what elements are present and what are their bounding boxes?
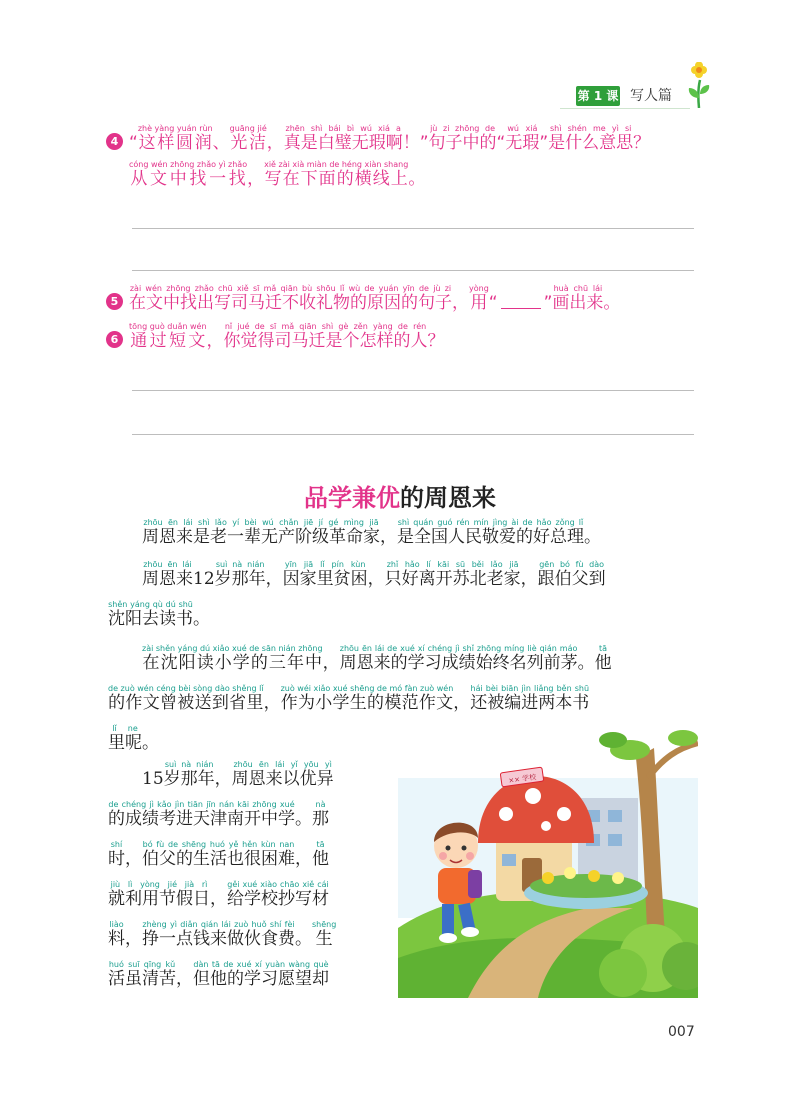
ruby-word [552,284,603,313]
hanzi-text: 生 [312,929,337,949]
pinyin-text: gēn bó fù dào [537,560,606,569]
ruby-word [232,760,334,789]
pinyin-text: tōng guò duǎn wén [129,322,207,331]
ruby-word [224,322,428,351]
pinyin-text: shěn yáng qù dú shū [108,600,193,609]
ruby-word [108,800,295,829]
ruby-word [108,840,125,869]
pinyin-text: jù zi zhōng de [428,124,497,133]
punctuation-text: ， [265,569,283,589]
school-boy-illustration [398,718,698,998]
punctuation-text: 。 [142,733,159,753]
pinyin-text: gěi xué xiào chāo xiě cái [227,880,329,889]
ruby-word [312,840,329,869]
pinyin-text: shēng [312,920,337,929]
ruby-word [470,684,589,713]
ruby-word [340,644,578,673]
paragraph-line [142,560,606,589]
pinyin-text: yòng [469,284,489,293]
punctuation-text: ， [295,849,312,869]
pinyin-text: tā [594,644,612,653]
hanzi-text: 句子中的 [428,133,497,153]
ruby-word [108,920,125,949]
paragraph-line [108,960,329,989]
hanzi-text: 在沈阳读小学的三年中 [142,653,323,673]
ruby-word [142,644,323,673]
ruby-word [129,160,247,189]
punctuation-text: ” [539,133,549,153]
punctuation-text: ” [543,293,553,313]
school-sign: ×× 学校 [507,773,537,785]
punctuation-text: ， [210,889,227,909]
underline-blank [501,308,541,309]
question-4 [106,124,650,153]
punctuation-text: “ [129,133,138,153]
ruby-word [227,880,329,909]
punctuation-text: ， [453,693,471,713]
header-rule [560,108,690,109]
punctuation-text: ， [176,969,193,989]
answer-line[interactable] [132,228,694,229]
punctuation-text: ， [266,133,284,153]
punctuation-text: 15 [142,769,164,789]
ruby-word [129,284,452,313]
article-title [0,478,800,513]
ruby-word [429,124,497,153]
paragraph-line [108,600,210,629]
ruby-word [142,560,193,589]
hanzi-text: 通过短文 [129,331,207,351]
punctuation-text: 。 [408,169,426,189]
pinyin-text: bó fù de shēng huó yě hěn kùn nan [142,840,295,849]
pinyin-text: shì shén me yì si [548,124,634,133]
hanzi-text: 画出来 [552,293,604,313]
punctuation-text: “ [496,133,506,153]
hanzi-text: 周恩来的学习成绩始终名列前茅 [339,653,578,673]
pinyin-text: zài shěn yáng dú xiǎo xué de sān nián zhōng [142,644,323,653]
lesson-category: 写人篇 [630,88,672,104]
paragraph-line [142,760,334,789]
pinyin-text: liào [108,920,125,929]
question-number-spacer [106,169,123,186]
paragraph-line [108,880,329,909]
hanzi-text: 无瑕 [505,133,540,153]
punctuation-text: 。 [295,809,312,829]
hanzi-text: 写在下面的横线上 [264,169,409,189]
pinyin-text: shí [108,840,125,849]
pinyin-text: zhèng yì diǎn qián lái zuò huǒ shí fèi [142,920,295,929]
punctuation-text: ， [125,849,142,869]
ruby-word [281,684,454,713]
pinyin-text: zhēn shì bái bì wú xiá a [283,124,403,133]
pinyin-text: de chéng jì kǎo jìn tiān jīn nán kāi zhōng xué [108,800,295,809]
hanzi-text: 周恩来 [142,569,193,589]
punctuation-text: 。 [603,293,621,313]
ruby-word [595,644,612,673]
punctuation-text: 、 [212,133,230,153]
ruby-word [312,800,329,829]
pinyin-text: zhōu ēn lái shì lǎo yí bèi wú chǎn jiē jí gé mìng jiā [142,518,380,527]
ruby-word [230,124,267,153]
paragraph-line [108,684,589,713]
pinyin-text: nǐ jué de sī mǎ qiān shì gè zěn yàng de rén [223,322,428,331]
ruby-word [469,284,489,313]
pinyin-text: guāng jié [229,124,267,133]
pinyin-text: zhōu ēn lái [142,560,193,569]
ruby-word [108,684,264,713]
hanzi-text: 里呢 [108,733,142,753]
lesson-badge: 第 1 课 [576,86,620,106]
hanzi-text: 沈阳去读书 [108,609,193,629]
pinyin-text: huà chū lái [552,284,604,293]
pinyin-text: suì nà nián [163,760,215,769]
hanzi-text: 用 [469,293,489,313]
pinyin-text: zhōu ēn lái yǐ yōu yì [231,760,334,769]
hanzi-text: 这样圆润 [137,133,213,153]
question-number: 4 [106,133,123,150]
punctuation-text: ， [380,527,397,547]
hanzi-text: 从文中找一找 [129,169,248,189]
hanzi-text: 挣一点钱来做伙食费 [142,929,295,949]
hanzi-text: 你觉得司马迁是个怎样的人 [223,331,428,351]
article-title-highlight: 品学兼优 [304,483,400,512]
ruby-word [283,560,368,589]
hanzi-text: 作为小学生的模范作文 [280,693,454,713]
hanzi-text: 真是白璧无瑕啊 [283,133,403,153]
question-text [129,124,650,153]
ruby-word [129,322,207,351]
pinyin-text: huó suī qīng kǔ [108,960,176,969]
question-4-continued [106,160,425,189]
hanzi-text: 周恩来是老一辈无产阶级革命家 [142,527,380,547]
punctuation-text: ， [247,169,265,189]
question-5 [106,284,620,313]
hanzi-text: 活虽清苦 [108,969,176,989]
punctuation-text: ！” [402,133,429,153]
ruby-word [164,760,215,789]
ruby-word [284,124,403,153]
hanzi-text: 周恩来以优异 [231,769,334,789]
ruby-word [142,518,380,547]
pinyin-text: lǐ ne [108,724,142,733]
paragraph-line [108,920,336,949]
punctuation-text: ， [125,929,142,949]
hanzi-text: 他 [594,653,612,673]
pinyin-text: zhōu ēn lái de xué xí chéng jì shǐ zhōng míng liè qián máo [339,644,578,653]
hanzi-text: 还被编进两本书 [470,693,590,713]
pinyin-text: zhè yàng yuán rùn [137,124,213,133]
ruby-word [108,724,142,753]
pinyin-text: yīn jiā lǐ pín kùn [282,560,368,569]
ruby-word [108,960,176,989]
punctuation-text: ？ [633,133,651,153]
punctuation-text: ， [263,693,281,713]
hanzi-text: 料 [108,929,125,949]
hanzi-text: 那 [312,809,329,829]
paragraph-line [108,724,159,753]
ruby-word [138,124,213,153]
ruby-word [193,960,329,989]
ruby-word [108,880,210,909]
punctuation-text: ， [206,331,224,351]
hanzi-text: 伯父的生活也很困难 [142,849,295,869]
ruby-word [142,840,295,869]
pinyin-text: de zuò wén céng bèi sòng dào shěng lǐ [108,684,264,693]
page-number: 007 [668,1024,695,1040]
question-number: 6 [106,331,123,348]
pinyin-text: suì nà nián [214,560,266,569]
hanzi-text: 岁那年 [163,769,215,789]
pinyin-text: hái bèi biān jìn liǎng běn shū [470,684,590,693]
hanzi-text: 是全国人民敬爱的好总理 [397,527,584,547]
punctuation-text: 。 [295,929,312,949]
ruby-word [538,560,606,589]
hanzi-text: 时 [108,849,125,869]
punctuation-text: 。 [193,609,210,629]
ruby-word [385,560,521,589]
question-text [129,284,620,313]
pinyin-text: jiù lì yòng jié jià rì [108,880,210,889]
pinyin-text: zhǐ hǎo lí kāi sū běi lǎo jiā [384,560,521,569]
hanzi-text: 光洁 [229,133,267,153]
answer-line[interactable] [132,434,694,435]
ruby-word [108,600,193,629]
question-6 [106,322,445,351]
punctuation-text: “ [488,293,498,313]
punctuation-text: ， [452,293,469,313]
hanzi-text: 岁那年 [214,569,266,589]
ruby-word [312,920,336,949]
pinyin-text: zuò wéi xiǎo xué shēng de mó fàn zuò wén [280,684,454,693]
hanzi-text: 的作文曾被送到省里 [108,693,264,713]
ruby-word [215,560,266,589]
punctuation-text: ， [367,569,385,589]
pinyin-text: cóng wén zhōng zhǎo yì zhǎo [129,160,248,169]
hanzi-text: 但他的学习愿望却 [193,969,329,989]
hanzi-text: 跟伯父到 [537,569,606,589]
answer-line[interactable] [132,390,694,391]
hanzi-text: 就利用节假日 [108,889,210,909]
punctuation-text: ， [322,653,340,673]
pinyin-text: zài wén zhōng zhǎo chū xiě sī mǎ qiān bù shōu lǐ wù de yuán yīn de jù zi [129,284,452,293]
punctuation-text: 。 [577,653,595,673]
punctuation-text: 12 [193,569,215,589]
hanzi-text: 的成绩考进天津南开中学 [108,809,295,829]
ruby-word [397,518,584,547]
hanzi-text: 是什么意思 [548,133,634,153]
hanzi-text: 因家里贫困 [282,569,368,589]
paragraph-line [108,840,329,869]
sprout-icon [686,62,712,108]
article-title-rest: 的周恩来 [400,483,496,512]
punctuation-text: ， [520,569,538,589]
answer-line[interactable] [132,270,694,271]
paragraph-line [108,800,329,829]
ruby-word [505,124,539,153]
punctuation-text: ？ [427,331,445,351]
punctuation-text: 。 [584,527,601,547]
ruby-word [142,920,295,949]
hanzi-text: 给学校抄写材 [227,889,329,909]
hanzi-text: 他 [312,849,329,869]
ruby-word [264,160,408,189]
question-number: 5 [106,293,123,310]
ruby-word [548,124,633,153]
pinyin-text: shì quán guó rén mín jìng ài de hǎo zǒng lǐ [397,518,584,527]
pinyin-text: nà [312,800,329,809]
pinyin-text: tā [312,840,329,849]
pinyin-text: wú xiá [505,124,540,133]
paragraph-line [142,644,612,673]
hanzi-text: 在文中找出写司马迁不收礼物的原因的句子 [129,293,452,313]
question-text [129,322,445,351]
punctuation-text: ， [214,769,232,789]
paragraph-line [142,518,601,547]
pinyin-text: dàn tā de xué xí yuàn wàng què [193,960,329,969]
hanzi-text: 只好离开苏北老家 [384,569,521,589]
pinyin-text: xiě zài xià miàn de héng xiàn shang [264,160,409,169]
question-text [129,160,425,189]
